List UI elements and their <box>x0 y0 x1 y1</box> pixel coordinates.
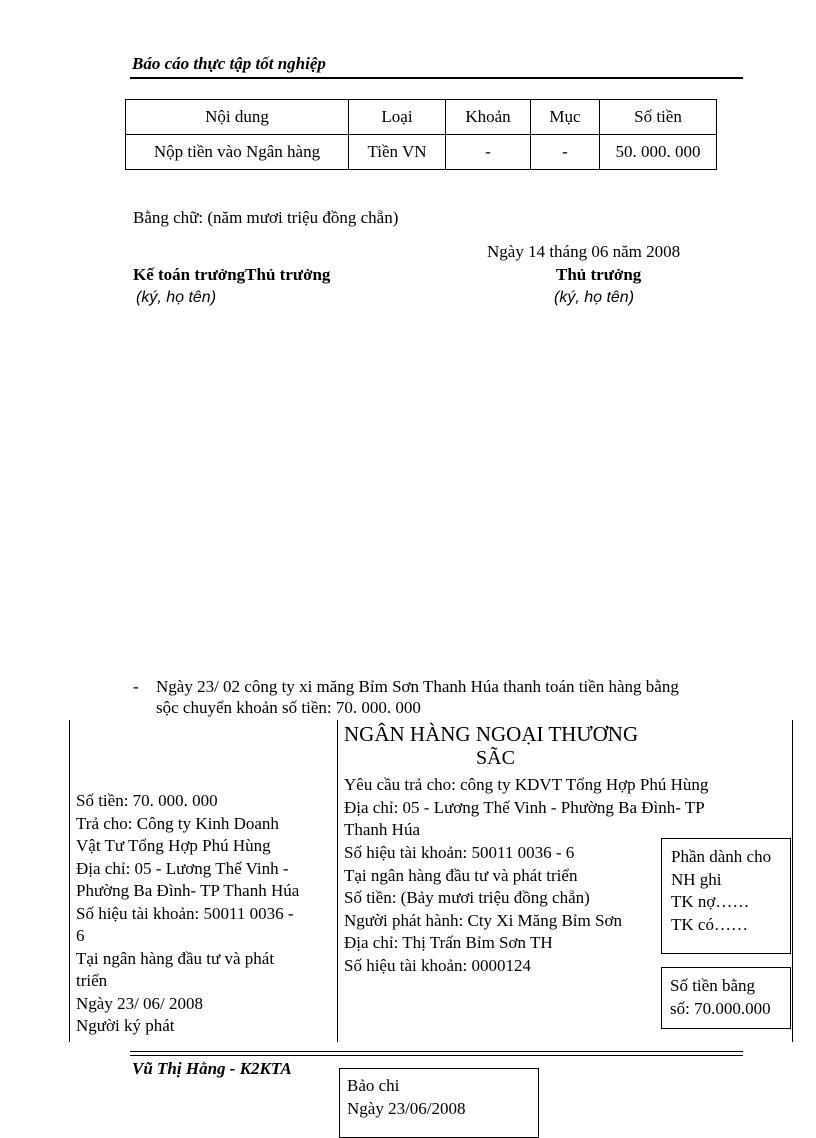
signature-left-note: (ký, họ tên) <box>136 289 217 306</box>
table-cell: Nộp tiền vào Ngân hàng <box>126 135 349 170</box>
page-header-title: Báo cáo thực tập tốt nghiệp <box>132 54 326 73</box>
table-cell: - <box>446 135 531 170</box>
stub-line: Vật Tư Tổng Hợp Phú Hùng <box>76 836 271 855</box>
cheque-body-line: Địa chỉ: 05 - Lương Thế Vinh - Phường Ba Đình- TP <box>344 797 705 817</box>
table-cell: Tiền VN <box>349 135 446 170</box>
stamp-line: Bảo chi <box>347 1076 400 1095</box>
cheque-body-line: Yêu cầu trả cho: công ty KDVT Tổng Hợp Phú Hùng <box>344 775 709 794</box>
cheque-body-details <box>344 842 622 977</box>
table-header-cell: Số tiền <box>600 100 717 135</box>
cheque-body-line: Người phát hành: Cty Xi Măng Bỉm Sơn <box>344 910 622 930</box>
table-header-cell: Khoản <box>446 100 531 135</box>
table-row <box>126 135 717 170</box>
stub-line: triển <box>76 971 108 990</box>
stub-line: 6 <box>76 926 85 945</box>
cheque-left-border <box>69 720 70 1042</box>
cheque-body-line: Số hiệu tài khoản: 50011 0036 - 6 <box>344 843 575 862</box>
signature-right-note: (ký, họ tên) <box>554 289 635 306</box>
cheque-right-border <box>792 720 793 1042</box>
cheque-doc-type: SÃC <box>476 747 515 769</box>
table-header-cell: Mục <box>531 100 600 135</box>
cheque-body-line: Số hiệu tài khoản: 0000124 <box>344 955 531 975</box>
amount-box <box>661 967 791 1029</box>
bank-box-line: Phần dành cho <box>671 847 772 866</box>
cheque-divider <box>337 720 338 1042</box>
stub-line: Người ký phát <box>76 1016 175 1035</box>
stub-line: Ngày 23/ 06/ 2008 <box>76 993 204 1013</box>
bullet-line-2: sộc chuyển khoản số tiền: 70. 000. 000 <box>156 698 421 717</box>
stub-line: Số hiệu tài khoản: 50011 0036 - <box>76 903 294 923</box>
amount-box-line: Số tiền bằng <box>670 976 755 995</box>
table-header-row <box>126 100 717 135</box>
report-date: Ngày 14 tháng 06 năm 2008 <box>487 242 681 261</box>
table-header-cell: Loại <box>349 100 446 135</box>
amount-box-line: số: 70.000.000 <box>670 998 771 1018</box>
table-cell: 50. 000. 000 <box>600 135 717 170</box>
table-header-cell: Nội dung <box>126 100 349 135</box>
cheque-stub <box>76 790 299 1038</box>
bank-box-line: TK nợ…… <box>671 892 750 911</box>
bank-box-line: TK có…… <box>671 914 748 934</box>
cheque-body-top <box>344 774 708 842</box>
footer-rule <box>130 1055 743 1056</box>
header-rule <box>130 77 743 79</box>
amount-in-words: Bằng chữ: (năm mươi triệu đồng chẵn) <box>133 208 399 227</box>
signature-left-title: Kế toán trưởngThủ trưởng <box>133 265 331 284</box>
bao-chi-stamp-box <box>339 1068 539 1138</box>
stub-line: Địa chỉ: 05 - Lương Thế Vinh - <box>76 858 289 878</box>
cheque-body-line: Số tiền: (Bảy mươi triệu đồng chẵn) <box>344 888 590 907</box>
bullet-marker: - <box>133 677 139 696</box>
signature-right-title: Thủ trưởng <box>556 265 642 284</box>
cheque-body-line: Thanh Húa <box>344 820 421 839</box>
stub-line: Trả cho: Công ty Kinh Doanh <box>76 813 279 833</box>
bullet-line-1: Ngày 23/ 02 công ty xi măng Bỉm Sơn Thanh Húa thanh toán tiền hàng bằng <box>156 677 679 696</box>
stamp-line: Ngày 23/06/2008 <box>347 1098 466 1118</box>
stub-line: Phường Ba Đình- TP Thanh Húa <box>76 881 300 900</box>
budget-table <box>125 99 717 170</box>
footer-author: Vũ Thị Hằng - K2KTA <box>132 1059 292 1078</box>
cheque-body-line: Tại ngân hàng đầu tư và phát triển <box>344 865 578 885</box>
cheque-body-line: Địa chỉ: Thị Trấn Bỉm Sơn TH <box>344 933 553 952</box>
bank-box-line: NH ghi <box>671 869 722 889</box>
stub-line: Số tiền: 70. 000. 000 <box>76 791 218 810</box>
footer-rule <box>130 1051 743 1052</box>
bank-name: NGÂN HÀNG NGOẠI THƯƠNG <box>344 722 639 746</box>
stub-line: Tại ngân hàng đầu tư và phát <box>76 948 275 968</box>
bank-use-box <box>661 838 791 954</box>
table-cell: - <box>531 135 600 170</box>
